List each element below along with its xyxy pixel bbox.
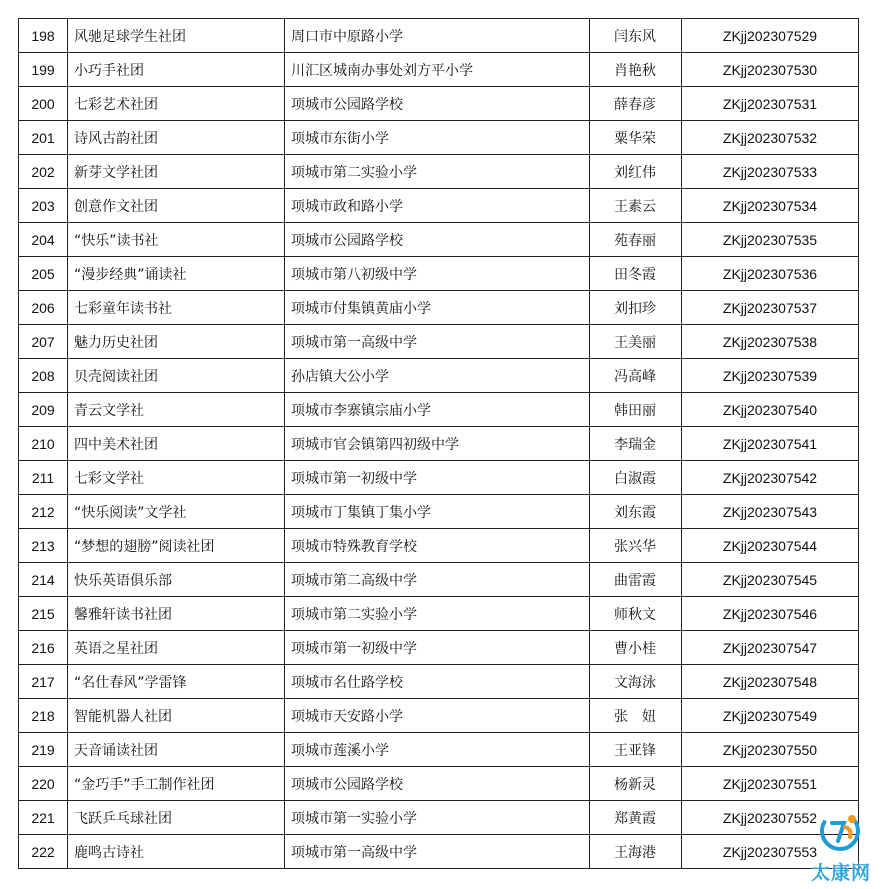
table-row bbox=[19, 665, 859, 699]
advisor-name: 白淑霞 bbox=[590, 461, 682, 495]
school-name: 项城市公园路学校 bbox=[285, 223, 590, 257]
table-row bbox=[19, 189, 859, 223]
advisor-name: 王素云 bbox=[590, 189, 682, 223]
school-name: 项城市公园路学校 bbox=[285, 767, 590, 801]
club-name: 飞跃乒乓球社团 bbox=[68, 801, 285, 835]
club-name: 小巧手社团 bbox=[68, 53, 285, 87]
club-name: “名仕春风”学雷锋 bbox=[68, 665, 285, 699]
row-number: 211 bbox=[19, 461, 68, 495]
row-number: 212 bbox=[19, 495, 68, 529]
advisor-name: 王亚锋 bbox=[590, 733, 682, 767]
watermark-text: 太康网 bbox=[810, 862, 871, 884]
advisor-name: 王海港 bbox=[590, 835, 682, 869]
row-number: 202 bbox=[19, 155, 68, 189]
row-number: 214 bbox=[19, 563, 68, 597]
registration-code: ZKjj202307551 bbox=[682, 767, 859, 801]
registration-code: ZKjj202307531 bbox=[682, 87, 859, 121]
club-name: “漫步经典”诵读社 bbox=[68, 257, 285, 291]
registration-code: ZKjj202307547 bbox=[682, 631, 859, 665]
club-name: 四中美术社团 bbox=[68, 427, 285, 461]
advisor-name: 张 妞 bbox=[590, 699, 682, 733]
registration-code: ZKjj202307549 bbox=[682, 699, 859, 733]
club-name: 创意作文社团 bbox=[68, 189, 285, 223]
club-name: 贝壳阅读社团 bbox=[68, 359, 285, 393]
registration-code: ZKjj202307538 bbox=[682, 325, 859, 359]
registration-code: ZKjj202307544 bbox=[682, 529, 859, 563]
club-name: 智能机器人社团 bbox=[68, 699, 285, 733]
club-name: 天音诵读社团 bbox=[68, 733, 285, 767]
club-name: 诗风古韵社团 bbox=[68, 121, 285, 155]
row-number: 206 bbox=[19, 291, 68, 325]
table-row bbox=[19, 733, 859, 767]
club-name: “金巧手”手工制作社团 bbox=[68, 767, 285, 801]
row-number: 201 bbox=[19, 121, 68, 155]
school-name: 项城市第八初级中学 bbox=[285, 257, 590, 291]
school-name: 川汇区城南办事处刘方平小学 bbox=[285, 53, 590, 87]
registration-code: ZKjj202307539 bbox=[682, 359, 859, 393]
registration-code: ZKjj202307540 bbox=[682, 393, 859, 427]
registration-code: ZKjj202307553 bbox=[682, 835, 859, 869]
row-number: 207 bbox=[19, 325, 68, 359]
advisor-name: 张兴华 bbox=[590, 529, 682, 563]
school-name: 项城市第一高级中学 bbox=[285, 835, 590, 869]
table-row bbox=[19, 291, 859, 325]
table-row bbox=[19, 257, 859, 291]
school-name: 项城市付集镇黄庙小学 bbox=[285, 291, 590, 325]
registration-code: ZKjj202307545 bbox=[682, 563, 859, 597]
row-number: 199 bbox=[19, 53, 68, 87]
registration-code: ZKjj202307546 bbox=[682, 597, 859, 631]
table-row bbox=[19, 19, 859, 53]
school-name: 项城市第二高级中学 bbox=[285, 563, 590, 597]
registration-code: ZKjj202307550 bbox=[682, 733, 859, 767]
advisor-name: 肖艳秋 bbox=[590, 53, 682, 87]
school-name: 项城市政和路小学 bbox=[285, 189, 590, 223]
registration-code: ZKjj202307541 bbox=[682, 427, 859, 461]
school-name: 项城市李寨镇宗庙小学 bbox=[285, 393, 590, 427]
registration-code: ZKjj202307532 bbox=[682, 121, 859, 155]
school-name: 项城市第二实验小学 bbox=[285, 155, 590, 189]
advisor-name: 刘红伟 bbox=[590, 155, 682, 189]
registration-code: ZKjj202307543 bbox=[682, 495, 859, 529]
table-row bbox=[19, 53, 859, 87]
club-name: 新芽文学社团 bbox=[68, 155, 285, 189]
school-name: 项城市天安路小学 bbox=[285, 699, 590, 733]
registration-code: ZKjj202307537 bbox=[682, 291, 859, 325]
registration-code: ZKjj202307535 bbox=[682, 223, 859, 257]
table-row bbox=[19, 495, 859, 529]
advisor-name: 王美丽 bbox=[590, 325, 682, 359]
club-name: 魅力历史社团 bbox=[68, 325, 285, 359]
row-number: 209 bbox=[19, 393, 68, 427]
table-row bbox=[19, 393, 859, 427]
row-number: 198 bbox=[19, 19, 68, 53]
registration-code: ZKjj202307552 bbox=[682, 801, 859, 835]
table-row bbox=[19, 461, 859, 495]
table-row bbox=[19, 699, 859, 733]
advisor-name: 田冬霞 bbox=[590, 257, 682, 291]
table-row bbox=[19, 427, 859, 461]
table-row bbox=[19, 835, 859, 869]
table-row bbox=[19, 87, 859, 121]
advisor-name: 韩田丽 bbox=[590, 393, 682, 427]
school-name: 项城市第一高级中学 bbox=[285, 325, 590, 359]
advisor-name: 刘东霞 bbox=[590, 495, 682, 529]
school-name: 孙店镇大公小学 bbox=[285, 359, 590, 393]
row-number: 200 bbox=[19, 87, 68, 121]
row-number: 218 bbox=[19, 699, 68, 733]
table-row bbox=[19, 223, 859, 257]
row-number: 205 bbox=[19, 257, 68, 291]
school-name: 项城市名仕路学校 bbox=[285, 665, 590, 699]
row-number: 216 bbox=[19, 631, 68, 665]
row-number: 221 bbox=[19, 801, 68, 835]
row-number: 203 bbox=[19, 189, 68, 223]
advisor-name: 曲雷霞 bbox=[590, 563, 682, 597]
club-name: 快乐英语俱乐部 bbox=[68, 563, 285, 597]
advisor-name: 李瑞金 bbox=[590, 427, 682, 461]
school-name: 项城市官会镇第四初级中学 bbox=[285, 427, 590, 461]
row-number: 220 bbox=[19, 767, 68, 801]
site-watermark bbox=[804, 809, 878, 885]
registration-code: ZKjj202307548 bbox=[682, 665, 859, 699]
registration-code: ZKjj202307533 bbox=[682, 155, 859, 189]
advisor-name: 闫东风 bbox=[590, 19, 682, 53]
advisor-name: 杨新灵 bbox=[590, 767, 682, 801]
advisor-name: 郑黄霞 bbox=[590, 801, 682, 835]
table-row bbox=[19, 631, 859, 665]
school-name: 项城市东街小学 bbox=[285, 121, 590, 155]
advisor-name: 师秋文 bbox=[590, 597, 682, 631]
registration-code: ZKjj202307542 bbox=[682, 461, 859, 495]
school-name: 周口市中原路小学 bbox=[285, 19, 590, 53]
table-body bbox=[19, 19, 859, 869]
school-name: 项城市第二实验小学 bbox=[285, 597, 590, 631]
school-name: 项城市公园路学校 bbox=[285, 87, 590, 121]
table-row bbox=[19, 529, 859, 563]
club-name: 鹿鸣古诗社 bbox=[68, 835, 285, 869]
club-name: “梦想的翅膀”阅读社团 bbox=[68, 529, 285, 563]
club-name: 青云文学社 bbox=[68, 393, 285, 427]
row-number: 215 bbox=[19, 597, 68, 631]
advisor-name: 文海泳 bbox=[590, 665, 682, 699]
club-name: 七彩艺术社团 bbox=[68, 87, 285, 121]
row-number: 222 bbox=[19, 835, 68, 869]
advisor-name: 薛春彦 bbox=[590, 87, 682, 121]
registration-code: ZKjj202307536 bbox=[682, 257, 859, 291]
school-name: 项城市第一初级中学 bbox=[285, 461, 590, 495]
advisor-name: 曹小桂 bbox=[590, 631, 682, 665]
club-name: “快乐阅读”文学社 bbox=[68, 495, 285, 529]
club-name: “快乐”读书社 bbox=[68, 223, 285, 257]
row-number: 217 bbox=[19, 665, 68, 699]
row-number: 213 bbox=[19, 529, 68, 563]
advisor-name: 刘扣珍 bbox=[590, 291, 682, 325]
club-name: 英语之星社团 bbox=[68, 631, 285, 665]
table-row bbox=[19, 359, 859, 393]
school-name: 项城市第一实验小学 bbox=[285, 801, 590, 835]
club-name: 七彩童年读书社 bbox=[68, 291, 285, 325]
row-number: 204 bbox=[19, 223, 68, 257]
table-row bbox=[19, 597, 859, 631]
table-row bbox=[19, 325, 859, 359]
table-row bbox=[19, 801, 859, 835]
school-name: 项城市丁集镇丁集小学 bbox=[285, 495, 590, 529]
table-row bbox=[19, 121, 859, 155]
club-name: 馨雅轩读书社团 bbox=[68, 597, 285, 631]
row-number: 219 bbox=[19, 733, 68, 767]
table-row bbox=[19, 155, 859, 189]
table-row bbox=[19, 767, 859, 801]
registration-code: ZKjj202307529 bbox=[682, 19, 859, 53]
registration-code: ZKjj202307530 bbox=[682, 53, 859, 87]
advisor-name: 粟华荣 bbox=[590, 121, 682, 155]
advisor-name: 冯高峰 bbox=[590, 359, 682, 393]
advisor-name: 苑春丽 bbox=[590, 223, 682, 257]
school-name: 项城市特殊教育学校 bbox=[285, 529, 590, 563]
registration-code: ZKjj202307534 bbox=[682, 189, 859, 223]
school-name: 项城市莲溪小学 bbox=[285, 733, 590, 767]
watermark-logo-icon bbox=[818, 809, 862, 853]
school-name: 项城市第一初级中学 bbox=[285, 631, 590, 665]
club-name: 七彩文学社 bbox=[68, 461, 285, 495]
row-number: 210 bbox=[19, 427, 68, 461]
club-list-table bbox=[18, 18, 859, 869]
row-number: 208 bbox=[19, 359, 68, 393]
table-row bbox=[19, 563, 859, 597]
club-name: 风驰足球学生社团 bbox=[68, 19, 285, 53]
